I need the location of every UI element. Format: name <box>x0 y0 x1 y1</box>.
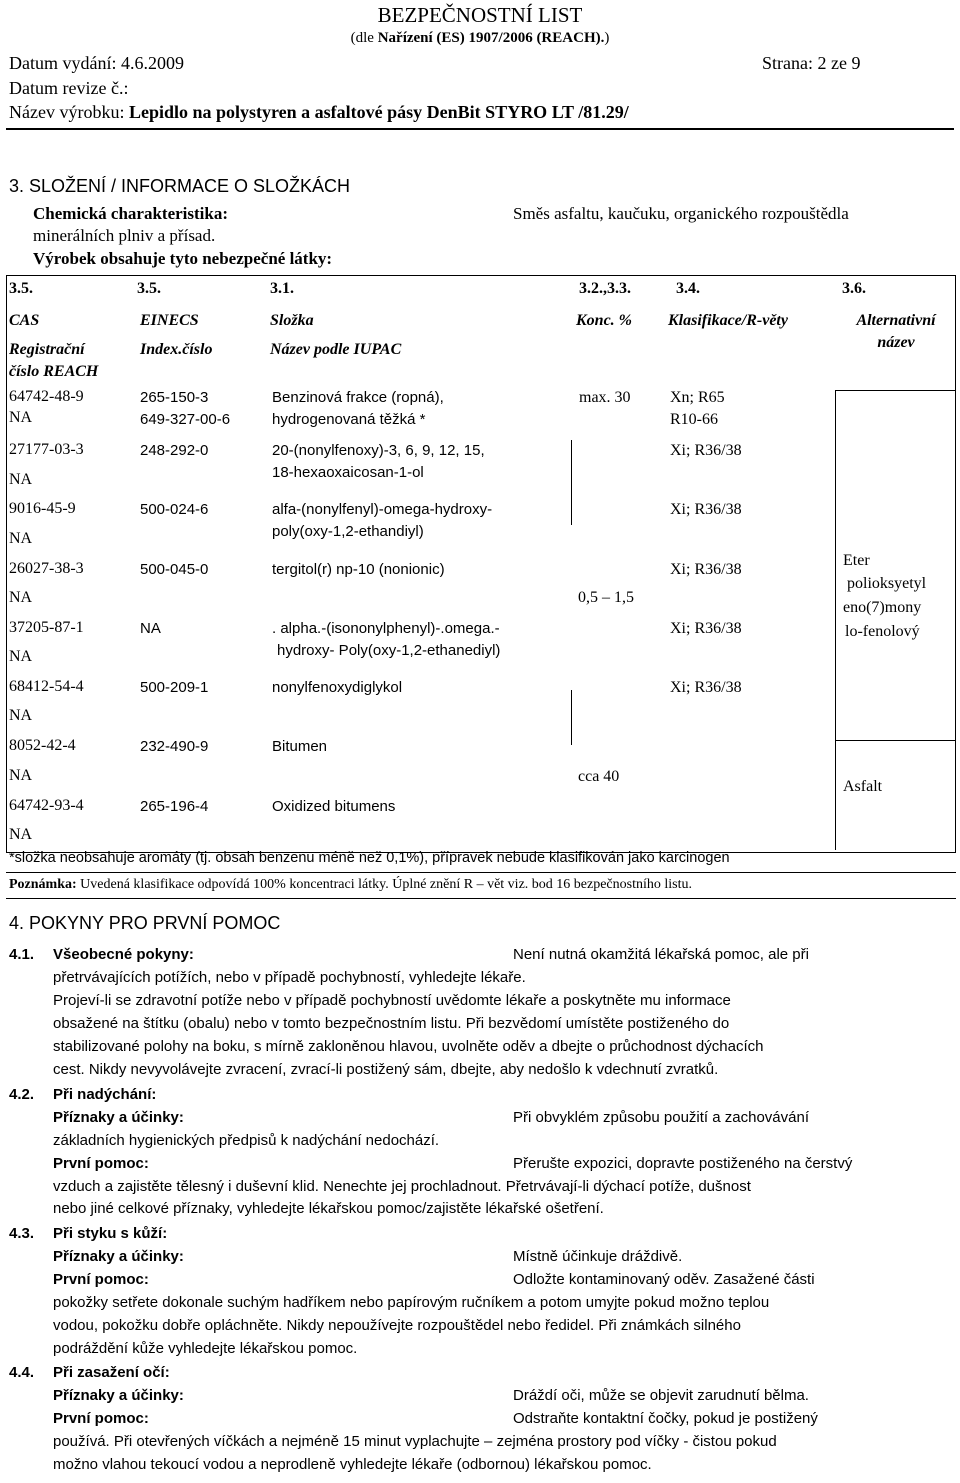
col-conc: Konc. % <box>576 312 632 329</box>
ref-einecs: 3.5. <box>137 280 161 297</box>
component-name-cont: hydroxy- Poly(oxy-1,2-ethanediyl) <box>277 642 501 659</box>
classification: Xn; R65 <box>670 389 725 406</box>
s43-label: Při styku s kůží: <box>53 1225 168 1242</box>
page-number: Strana: 2 ze 9 <box>762 53 861 73</box>
s42-aid-value: Přerušte expozici, dopravte postiženého na čerstvý <box>513 1155 853 1172</box>
component-name: Bitumen <box>272 738 328 755</box>
ref-component: 3.1. <box>270 280 294 297</box>
col-index: Index.číslo <box>140 341 213 358</box>
s41-text: přetrvávajících potížích, nebo v případě pochybností, vyhledejte lékaře. <box>53 969 526 986</box>
s44-label: Při zasažení očí: <box>53 1364 170 1381</box>
section4-title: 4. POKYNY PRO PRVNÍ POMOC <box>9 913 281 933</box>
cas-number: 68412-54-4 <box>9 678 84 695</box>
note-divider <box>6 898 956 899</box>
product-name-line <box>9 102 629 123</box>
component-name: 20-(nonylfenoxy)-3, 6, 9, 12, 15, <box>272 442 485 459</box>
document-title: BEZPEČNOSTNÍ LIST <box>377 3 583 27</box>
reach-number: NA <box>9 471 33 488</box>
col-cas: CAS <box>9 312 40 329</box>
s43-aid-text: vodou, pokožku dobře opláchněte. Nikdy nepoužívejte rozpouštědel nebo ředidel. Při známkách silného <box>53 1317 741 1334</box>
issue-date: Datum vydání: 4.6.2009 <box>9 53 184 73</box>
component-name: . alpha.-(isononylphenyl)-.omega.- <box>272 620 500 637</box>
alt-name-group-mid <box>835 740 955 741</box>
s43-aid-text: pokožky setřete dokonale suchým hadříkem nebo papírovým ručníkem a potom umyjte pokud možno teplou <box>53 1294 770 1311</box>
chem-char-cont: minerálních plniv a přísad. <box>33 226 216 245</box>
s42-number: 4.2. <box>9 1086 35 1103</box>
einecs-number: 232-490-9 <box>140 738 209 755</box>
product-name: Lepidlo na polystyren a asfaltové pásy DenBit STYRO LT /81.29/ <box>128 102 629 122</box>
s41-text: stabilizované polohy na boku, s mírně zakloněnou hlavou, uvolněte oděv a dbejte o průchodnost dýchacích <box>53 1038 764 1055</box>
component-name: tergitol(r) np-10 (nonionic) <box>272 561 445 578</box>
reach-number: NA <box>9 767 33 784</box>
s44-symptoms-value: Dráždí oči, může se objevit zarudnutí bělma. <box>513 1387 809 1404</box>
table-top-border <box>6 275 956 276</box>
s42-symptoms-cont: základních hygienických předpisů k nadýchání nedochází. <box>53 1132 440 1149</box>
s43-aid-value: Odložte kontaminovaný oděv. Zasažené části <box>513 1271 815 1288</box>
alt-name-eter-4: lo-fenolový <box>845 623 920 640</box>
section3-title: 3. SLOŽENÍ / INFORMACE O SLOŽKÁCH <box>9 176 351 196</box>
s43-aid-text: podráždění kůže vyhledejte lékařskou pomoc. <box>53 1340 358 1357</box>
s41-text: obsažené na štítku (obalu) nebo v tomto bezpečnostním listu. Při bezvědomí umístěte postiženého do <box>53 1015 730 1032</box>
index-number: 649-327-00-6 <box>140 411 231 428</box>
concentration: max. 30 <box>579 389 631 406</box>
component-name-cont: poly(oxy-1,2-ethandiyl) <box>272 523 424 540</box>
einecs-number: 248-292-0 <box>140 442 209 459</box>
ref-cas: 3.5. <box>9 280 33 297</box>
classification: Xi; R36/38 <box>670 442 742 459</box>
regulation-pre: (dle <box>350 30 378 46</box>
hazardous-label: Výrobek obsahuje tyto nebezpečné látky: <box>33 249 333 268</box>
s41-text: cest. Nikdy nevyvolávejte zvracení, zvrací-li postižený sám, dbejte, aby nedošlo k vdechnutí zvratků. <box>53 1061 719 1078</box>
concentration-bitumen: cca 40 <box>578 768 620 785</box>
note-text: Uvedená klasifikace odpovídá 100% koncentraci látky. Úplné znění R – vět viz. bod 16 bezpečnostního listu. <box>76 877 692 892</box>
col-alt-2: název <box>877 334 915 351</box>
product-label: Název výrobku: <box>9 102 129 122</box>
s42-symptoms-label: Příznaky a účinky: <box>53 1109 184 1126</box>
cas-number: 64742-93-4 <box>9 797 84 814</box>
classification-cont: R10-66 <box>670 411 718 428</box>
concentration-group: 0,5 – 1,5 <box>578 589 634 606</box>
classification: Xi; R36/38 <box>670 501 742 518</box>
ref-class: 3.4. <box>676 280 700 297</box>
alt-name-asfalt: Asfalt <box>843 778 883 795</box>
s42-label: Při nadýchání: <box>53 1086 157 1103</box>
s42-aid-text: vzduch a zajistěte tělesný i duševní klid. Nenechte jej prochladnout. Přetrvávají-li dýchací potíže, dušnost <box>53 1178 751 1195</box>
einecs-number: 500-045-0 <box>140 561 209 578</box>
col-alt-1: Alternativní <box>856 312 936 329</box>
cas-number: 9016-45-9 <box>9 500 76 517</box>
cas-number: 37205-87-1 <box>9 619 84 636</box>
component-name: nonylfenoxydiglykol <box>272 679 403 696</box>
table-right-border <box>955 275 956 853</box>
reach-number: NA <box>9 530 33 547</box>
cas-number: 64742-48-9 <box>9 388 84 405</box>
einecs-number: 500-209-1 <box>140 679 209 696</box>
col-class: Klasifikace/R-věty <box>668 312 788 329</box>
col-iupac: Název podle IUPAC <box>270 341 402 358</box>
classification: Xi; R36/38 <box>670 679 742 696</box>
alt-name-eter: Eter <box>843 552 870 569</box>
revision-date: Datum revize č.: <box>9 78 129 98</box>
component-name: Benzinová frakce (ropná), <box>272 389 444 406</box>
component-name: Oxidized bitumens <box>272 798 396 815</box>
s41-value: Není nutná okamžitá lékařská pomoc, ale při <box>513 946 809 963</box>
alt-name-eter-3: eno(7)mony <box>843 599 922 616</box>
note-label: Poznámka: <box>9 877 77 892</box>
alt-name-divider <box>835 390 836 850</box>
chem-char-label: Chemická charakteristika: <box>33 204 229 223</box>
col-component: Složka <box>270 312 314 329</box>
s41-text: Projeví-li se zdravotní potíže nebo v případě pochybností uvědomte lékaře a poskytněte mu informace <box>53 992 731 1009</box>
classification: Xi; R36/38 <box>670 620 742 637</box>
header-divider <box>6 128 954 130</box>
s41-label: Všeobecné pokyny: <box>53 946 194 963</box>
classification: Xi; R36/38 <box>670 561 742 578</box>
cas-number: 26027-38-3 <box>9 560 84 577</box>
reach-number: NA <box>9 648 33 665</box>
s44-aid-label: První pomoc: <box>53 1410 149 1427</box>
cas-number: 27177-03-3 <box>9 441 84 458</box>
col-reg-1: Registrační <box>9 341 85 358</box>
s44-aid-text: používá. Při otevřených víčkách a nejméně 15 minut vyplachujte – zejména prostory pod víčky - čistou pokud <box>53 1433 777 1450</box>
cas-number: 8052-42-4 <box>9 737 76 754</box>
col-reg-2: číslo REACH <box>9 363 99 380</box>
einecs-number: NA <box>140 620 161 637</box>
alt-name-group-top <box>835 390 955 391</box>
ref-conc: 3.2.,3.3. <box>579 280 631 297</box>
s42-aid-text: nebo jiné celkové příznaky, vyhledejte lékařskou pomoc/zajistěte lékařské ošetření. <box>53 1200 604 1217</box>
regulation-reference <box>0 30 960 47</box>
conc-divider-upper <box>571 440 572 525</box>
einecs-number: 265-196-4 <box>140 798 209 815</box>
chem-char-value: Směs asfaltu, kaučuku, organického rozpouštědla <box>513 204 849 223</box>
s44-aid-value: Odstraňte kontaktní čočky, pokud je postižený <box>513 1410 818 1427</box>
einecs-number: 265-150-3 <box>140 389 209 406</box>
s41-number: 4.1. <box>9 946 35 963</box>
s44-number: 4.4. <box>9 1364 35 1381</box>
conc-divider-lower <box>571 690 572 745</box>
einecs-number: 500-024-6 <box>140 501 209 518</box>
s42-aid-label: První pomoc: <box>53 1155 149 1172</box>
s43-symptoms-label: Příznaky a účinky: <box>53 1248 184 1265</box>
alt-name-eter-2: polioksyetyl <box>847 575 927 592</box>
s43-symptoms-value: Místně účinkuje dráždivě. <box>513 1248 683 1265</box>
ref-alt: 3.6. <box>842 280 866 297</box>
col-einecs: EINECS <box>140 312 199 329</box>
regulation-bold: Nařízení (ES) 1907/2006 (REACH). <box>377 30 605 46</box>
s43-number: 4.3. <box>9 1225 35 1242</box>
component-name-cont: 18-hexaoxaicosan-1-ol <box>272 464 424 481</box>
component-name: alfa-(nonylfenyl)-omega-hydroxy- <box>272 501 493 518</box>
footnote-divider <box>6 872 956 873</box>
reach-number: NA <box>9 589 33 606</box>
s43-aid-label: První pomoc: <box>53 1271 149 1288</box>
classification-note <box>9 877 692 893</box>
reach-number: NA <box>9 826 33 843</box>
component-name-cont: hydrogenovaná těžká * <box>272 411 426 428</box>
s44-symptoms-label: Příznaky a účinky: <box>53 1387 184 1404</box>
regulation-post: ) <box>604 30 610 46</box>
table-left-border <box>6 275 7 853</box>
reach-number: NA <box>9 409 33 426</box>
table-footnote: *složka neobsahuje aromáty (tj. obsah benzenu méně než 0,1%), přípravek nebude klasifikován jako karcinogen <box>9 850 730 866</box>
s42-symptoms-value: Při obvyklém způsobu použití a zachovávání <box>513 1109 809 1126</box>
reach-number: NA <box>9 707 33 724</box>
s44-aid-text: možno vlahou tekoucí vodou a neprodleně vyhledejte lékaře (odbornou) lékařskou pomoc. <box>53 1456 652 1473</box>
